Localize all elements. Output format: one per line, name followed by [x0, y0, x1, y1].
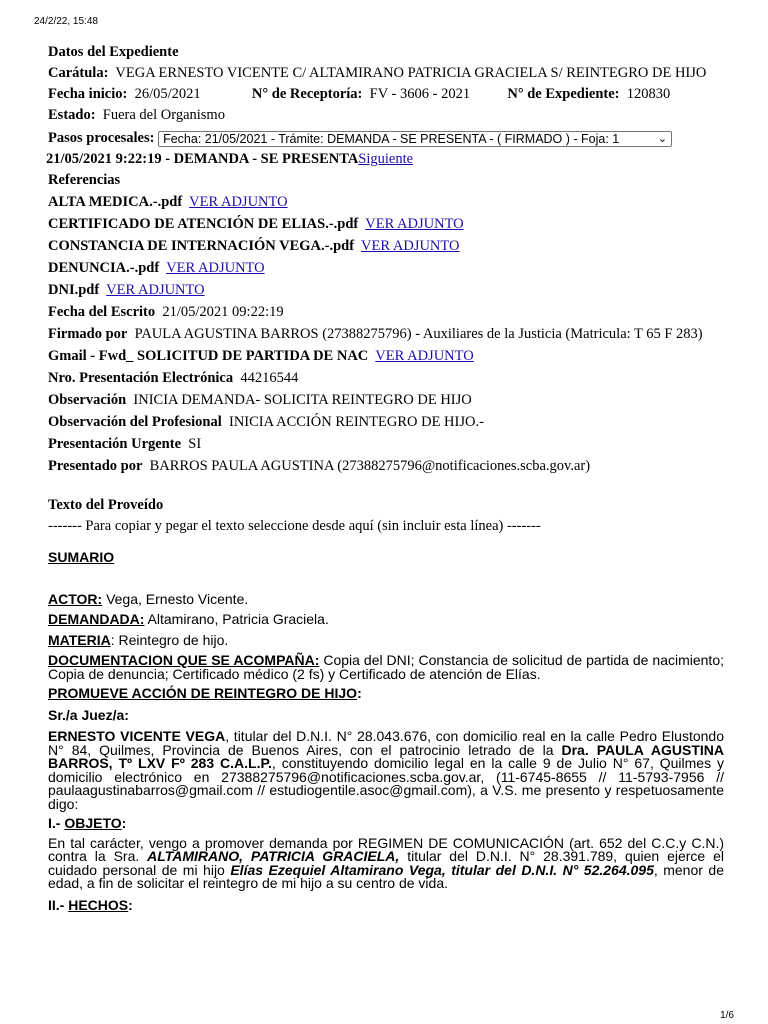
- attachment-row: [48, 260, 724, 277]
- expediente-number-value: 120830: [626, 86, 671, 102]
- urgente-row: [48, 436, 724, 453]
- fecha-inicio-label: Fecha inicio:: [48, 86, 128, 102]
- pasos-procesales-select[interactable]: [158, 131, 672, 147]
- firmado-row: [48, 326, 724, 343]
- observacion-profesional-value: INICIA ACCIÓN REINTEGRO DE HIJO.-: [228, 414, 484, 430]
- observacion-label: Observación: [48, 392, 127, 408]
- ver-adjunto-link[interactable]: VER ADJUNTO: [361, 238, 460, 254]
- observacion-row: [48, 392, 724, 409]
- ver-adjunto-link[interactable]: VER ADJUNTO: [166, 260, 265, 276]
- attachment-name: CONSTANCIA DE INTERNACIÓN VEGA.-.pdf: [48, 238, 355, 254]
- copy-hint: ------- Para copiar y pegar el texto seleccione desde aquí (sin incluir esta línea) -------: [48, 518, 541, 534]
- observacion-profesional-row: [48, 414, 724, 431]
- actor-line: ACTOR: Vega, Ernesto Vicente.: [48, 590, 249, 607]
- attachment-name: DNI.pdf: [48, 282, 100, 298]
- attachment-row: [48, 194, 724, 211]
- promueve-heading: PROMUEVE ACCIÓN DE REINTEGRO DE HIJO:: [48, 685, 362, 701]
- receptoria-label: N° de Receptoría:: [251, 86, 363, 102]
- expediente-title: Datos del Expediente: [48, 44, 179, 60]
- expediente-number-label: N° de Expediente:: [507, 86, 620, 102]
- pasos-row: [48, 130, 724, 147]
- attachment-row: [48, 216, 724, 233]
- ver-adjunto-link[interactable]: VER ADJUNTO: [375, 348, 474, 364]
- attachment-row: [48, 282, 724, 299]
- presentado-row: [48, 458, 724, 475]
- presentation-paragraph: ERNESTO VICENTE VEGA, titular del D.N.I. N° 28.043.676, con domicilio real en la calle Pedro Elustondo N° 84, Quilmes, Provincia de Buenos Aires, con el patrocinio letrado de la Dra. PAULA AGUSTINA BARROS, Tº LXV Fº 283 C.A.L.P., constituyendo domicilio legal en la calle 9 de Julio N° 67, Quilmes y domicilio electrónico en 27388275796@notificaciones.scba.gov.ar, (11-6745-8655 // 11-5793-7956 // paulaagustinabarros@gmail.com // estudiogentile.asoc@gmail.com), a V.S. me presento y respetuosamente digo:: [48, 728, 724, 812]
- caratula-row: [48, 65, 724, 82]
- document-body: [48, 551, 724, 912]
- attachment-name: DENUNCIA.-.pdf: [48, 260, 160, 276]
- hechos-heading: II.- HECHOS:: [48, 896, 133, 913]
- referencias-title: Referencias: [48, 172, 121, 188]
- siguiente-link[interactable]: Siguiente: [358, 151, 414, 167]
- attachment-name: ALTA MEDICA.-.pdf: [48, 194, 183, 210]
- ver-adjunto-link[interactable]: VER ADJUNTO: [189, 194, 288, 210]
- urgente-value: SI: [188, 436, 202, 452]
- nro-presentacion-row: [48, 370, 724, 387]
- attachment-row: [48, 238, 724, 255]
- fecha-escrito-value: 21/05/2021 09:22:19: [162, 304, 284, 320]
- estado-row: [48, 107, 724, 124]
- page-number: 1/6: [720, 1010, 734, 1021]
- materia-line: MATERIA: Reintegro de hijo.: [48, 631, 229, 648]
- juez-salutation: Sr./a Juez/a:: [48, 706, 129, 723]
- urgente-label: Presentación Urgente: [48, 436, 182, 452]
- receptoria-value: FV - 3606 - 2021: [369, 86, 471, 102]
- attachment-name: CERTIFICADO DE ATENCIÓN DE ELIAS.-.pdf: [48, 216, 359, 232]
- fecha-inicio-row: [48, 86, 724, 103]
- presentado-value: BARROS PAULA AGUSTINA (27388275796@notificaciones.scba.gov.ar): [149, 458, 591, 474]
- objeto-paragraph: En tal carácter, vengo a promover demanda por REGIMEN DE COMUNICACIÓN (art. 652 del C.C.y C.N.) contra la Sra. ALTAMIRANO, PATRICIA GRACIELA, titular del D.N.I. N° 28.391.789, quien ejerce el cuidado personal de mi hijo Elías Ezequiel Altamirano Vega, titular del D.N.I. N° 52.264.095, menor de edad, a fin de solicitar el reintegro de mi hijo a su centro de vida.: [48, 834, 724, 891]
- fecha-escrito-label: Fecha del Escrito: [48, 304, 156, 320]
- page-content: [48, 44, 724, 918]
- fecha-escrito-row: [48, 304, 724, 321]
- presentado-label: Presentado por: [48, 458, 143, 474]
- firmado-label: Firmado por: [48, 326, 128, 342]
- attachment-row: [48, 348, 724, 365]
- pasos-selected-value: Fecha: 21/05/2021 - Trámite: DEMANDA - SE PRESENTA - ( FIRMADO ) - Foja: 1: [163, 131, 620, 146]
- fecha-inicio-value: 26/05/2021: [134, 86, 201, 102]
- pasos-label: Pasos procesales:: [48, 130, 155, 146]
- firmado-value: PAULA AGUSTINA BARROS (27388275796) - Auxiliares de la Justicia (Matricula: T 65 F 283): [134, 326, 703, 342]
- objeto-heading: I.- OBJETO:: [48, 815, 127, 831]
- caratula-value: VEGA ERNESTO VICENTE C/ ALTAMIRANO PATRICIA GRACIELA S/ REINTEGRO DE HIJO: [115, 65, 707, 81]
- proveido-title: Texto del Proveído: [48, 497, 164, 513]
- observacion-profesional-label: Observación del Profesional: [48, 414, 222, 430]
- observacion-value: INICIA DEMANDA- SOLICITA REINTEGRO DE HIJO: [133, 392, 472, 408]
- caratula-label: Carátula:: [48, 65, 109, 81]
- estado-value: Fuera del Organismo: [102, 107, 225, 123]
- nro-presentacion-label: Nro. Presentación Electrónica: [48, 370, 234, 386]
- ver-adjunto-link[interactable]: VER ADJUNTO: [106, 282, 205, 298]
- nro-presentacion-value: 44216544: [240, 370, 299, 386]
- estado-label: Estado:: [48, 107, 96, 123]
- tramite-heading: 21/05/2021 9:22:19 - DEMANDA - SE PRESENTA: [46, 151, 359, 167]
- chevron-down-icon: ⌄: [657, 132, 668, 145]
- demandada-line: DEMANDADA: Altamirano, Patricia Graciela.: [48, 611, 329, 627]
- ver-adjunto-link[interactable]: VER ADJUNTO: [365, 216, 464, 232]
- documentacion-line: DOCUMENTACION QUE SE ACOMPAÑA: Copia del DNI; Constancia de solicitud de partida de nacimiento; Copia de denuncia; Certificado médico (2 fs) y Certificado de atención de Elías.: [48, 652, 724, 682]
- attachment-name: Gmail - Fwd_ SOLICITUD DE PARTIDA DE NAC: [48, 348, 369, 364]
- tramite-row: [46, 151, 724, 168]
- print-date: 24/2/22, 15:48: [34, 16, 98, 27]
- sumario-title: SUMARIO: [48, 549, 115, 565]
